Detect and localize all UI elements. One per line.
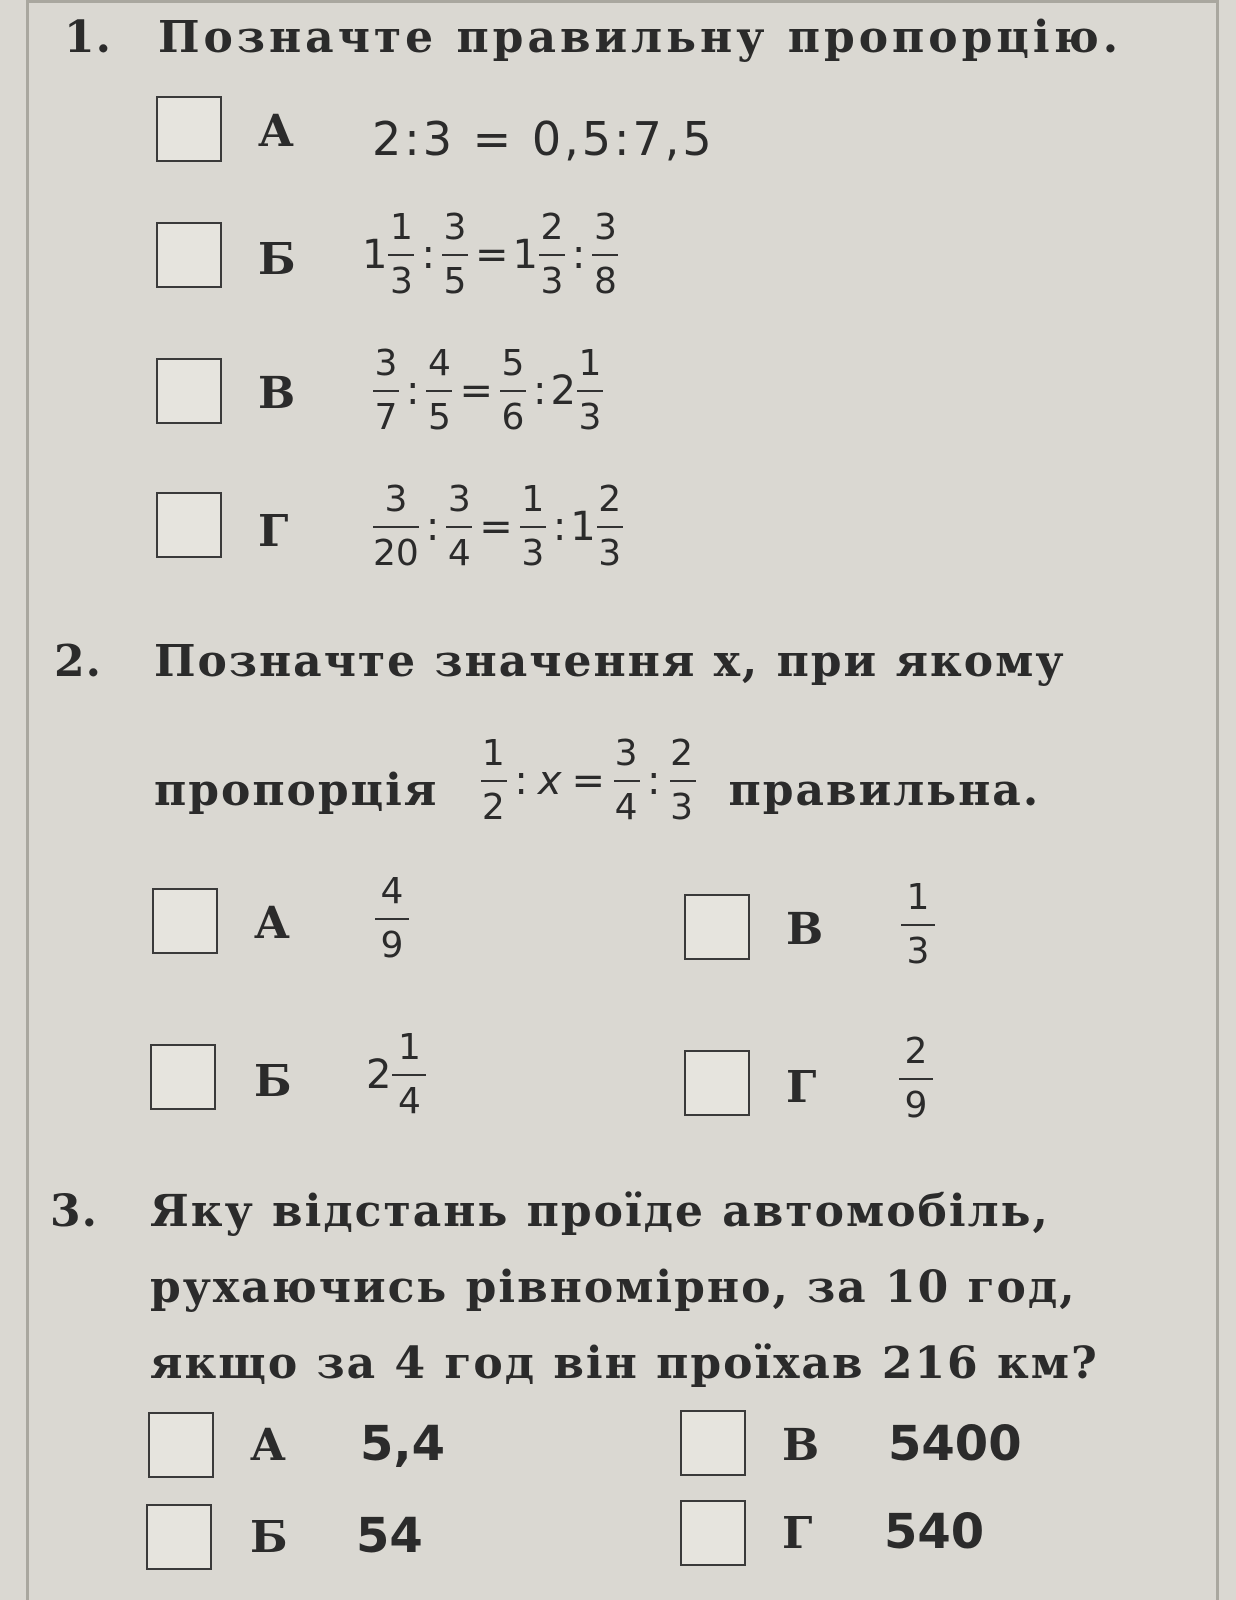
q1-number: 1. xyxy=(64,12,112,63)
q3-option-g-value: 540 xyxy=(884,1504,985,1560)
q3-option-v-letter: В xyxy=(782,1420,820,1471)
q2-option-a-checkbox[interactable] xyxy=(152,888,218,954)
q2-option-g-value xyxy=(896,1030,936,1128)
q1-option-a-checkbox[interactable] xyxy=(156,96,222,162)
q1g-fraction-3: $\frac{1}{3}$ xyxy=(521,479,545,574)
q2-option-a-letter: А xyxy=(254,898,290,949)
q1b-fraction-1: $\frac{1}{3}$ xyxy=(390,207,413,302)
q2-option-b-value xyxy=(366,1026,429,1124)
q1-option-b-checkbox[interactable] xyxy=(156,222,222,288)
q3-option-b-letter: Б xyxy=(250,1512,288,1563)
q2g-fraction: $\frac{2}{9}$ xyxy=(899,1030,933,1128)
q2v-fraction: $\frac{1}{3}$ xyxy=(901,876,935,974)
q2-line2-prefix: пропорція xyxy=(154,764,439,816)
q1v-whole-4: 2 xyxy=(550,368,576,414)
q2-option-g-letter: Г xyxy=(786,1062,817,1113)
q1v-fraction-4: $\frac{1}{3}$ xyxy=(578,343,602,438)
q2-option-a-value xyxy=(372,870,412,968)
q1-option-g-letter: Г xyxy=(258,506,289,557)
q2-number: 2. xyxy=(54,636,102,687)
q2-eq-fraction-2: $\frac{3}{4}$ xyxy=(614,733,640,828)
q3-number: 3. xyxy=(50,1186,98,1237)
q2-eq-fraction-3: $\frac{2}{3}$ xyxy=(670,733,695,828)
q1-option-b-letter: Б xyxy=(258,234,296,285)
q2b-fraction: $\frac{1}{4}$ xyxy=(392,1026,426,1124)
q1v-fraction-2: $\frac{4}{5}$ xyxy=(428,343,451,438)
q1b-fraction-4: $\frac{3}{8}$ xyxy=(593,207,617,302)
q3-option-v-checkbox[interactable] xyxy=(680,1410,746,1476)
q3-line3: якщо за 4 год він проїхав 216 км? xyxy=(150,1338,1099,1389)
q1-option-v-letter: В xyxy=(258,368,296,419)
q2-option-v-checkbox[interactable] xyxy=(684,894,750,960)
q3-option-a-checkbox[interactable] xyxy=(148,1412,214,1478)
q2-proportion: $\frac{1}{2}$ : x = $\frac{3}{4}$ : $\frac{2}{3}$ xyxy=(481,733,695,828)
q1v-fraction-1: $\frac{3}{7}$ xyxy=(374,343,398,438)
q1-option-b-expression: 1 $\frac{1}{3}$ : $\frac{3}{5}$ = 1 $\frac{2}{3}$ : $\frac{3}{8}$ xyxy=(362,207,617,302)
q3-option-a-value: 5,4 xyxy=(360,1416,446,1472)
q1g-whole-4: 1 xyxy=(570,504,596,550)
q1b-fraction-3: $\frac{2}{3}$ xyxy=(540,207,564,302)
q1-option-v-expression: $\frac{3}{7}$ : $\frac{4}{5}$ = $\frac{5}{6}$ : 2 $\frac{1}{3}$ xyxy=(374,343,602,438)
q1b-whole-3: 1 xyxy=(512,232,538,278)
q2a-fraction: $\frac{4}{9}$ xyxy=(375,870,409,968)
q3-line1: Яку відстань проїде автомобіль, xyxy=(150,1186,1050,1237)
q2-option-v-value xyxy=(898,876,938,974)
q1-option-g-expression: $\frac{3}{20}$ : $\frac{3}{4}$ = $\frac{1}{3}$ : 1 $\frac{2}{3}$ xyxy=(373,479,622,574)
q1v-fraction-3: $\frac{5}{6}$ xyxy=(501,343,525,438)
q3-option-a-letter: А xyxy=(250,1420,286,1471)
q2-line2 xyxy=(154,732,1040,830)
page-frame-left xyxy=(26,0,29,1600)
q1b-fraction-2: $\frac{3}{5}$ xyxy=(443,207,467,302)
q2-option-b-letter: Б xyxy=(254,1056,292,1107)
q1-text: Позначте правильну пропорцію. xyxy=(158,12,1123,63)
q2-option-b-checkbox[interactable] xyxy=(150,1044,216,1110)
q3-option-g-checkbox[interactable] xyxy=(680,1500,746,1566)
page-frame-top xyxy=(26,0,1219,3)
q1g-fraction-2: $\frac{3}{4}$ xyxy=(447,479,471,574)
q1g-fraction-1: $\frac{3}{20}$ xyxy=(373,479,419,574)
q3-option-g-letter: Г xyxy=(782,1508,813,1559)
q1-option-a-expression: 2:3 = 0,5:7,5 xyxy=(372,112,715,166)
page-frame-right xyxy=(1216,0,1219,1600)
q2b-whole: 2 xyxy=(366,1052,392,1098)
q3-option-b-value: 54 xyxy=(356,1508,423,1564)
q2-option-g-checkbox[interactable] xyxy=(684,1050,750,1116)
q2-line2-suffix: правильна. xyxy=(728,764,1041,816)
q3-line2: рухаючись рівномірно, за 10 год, xyxy=(150,1262,1077,1313)
q1-option-g-checkbox[interactable] xyxy=(156,492,222,558)
q1-option-a-letter: А xyxy=(258,106,294,157)
q2-eq-variable: x xyxy=(537,758,564,804)
q1-option-v-checkbox[interactable] xyxy=(156,358,222,424)
q2-option-v-letter: В xyxy=(786,904,824,955)
q3-option-v-value: 5400 xyxy=(888,1416,1022,1472)
q2-line1: Позначте значення x, при якому xyxy=(154,636,1066,687)
q2-eq-fraction-1: $\frac{1}{2}$ xyxy=(481,733,507,828)
q3-option-b-checkbox[interactable] xyxy=(146,1504,212,1570)
q1b-whole-1: 1 xyxy=(362,232,388,278)
q1g-fraction-4: $\frac{2}{3}$ xyxy=(598,479,622,574)
